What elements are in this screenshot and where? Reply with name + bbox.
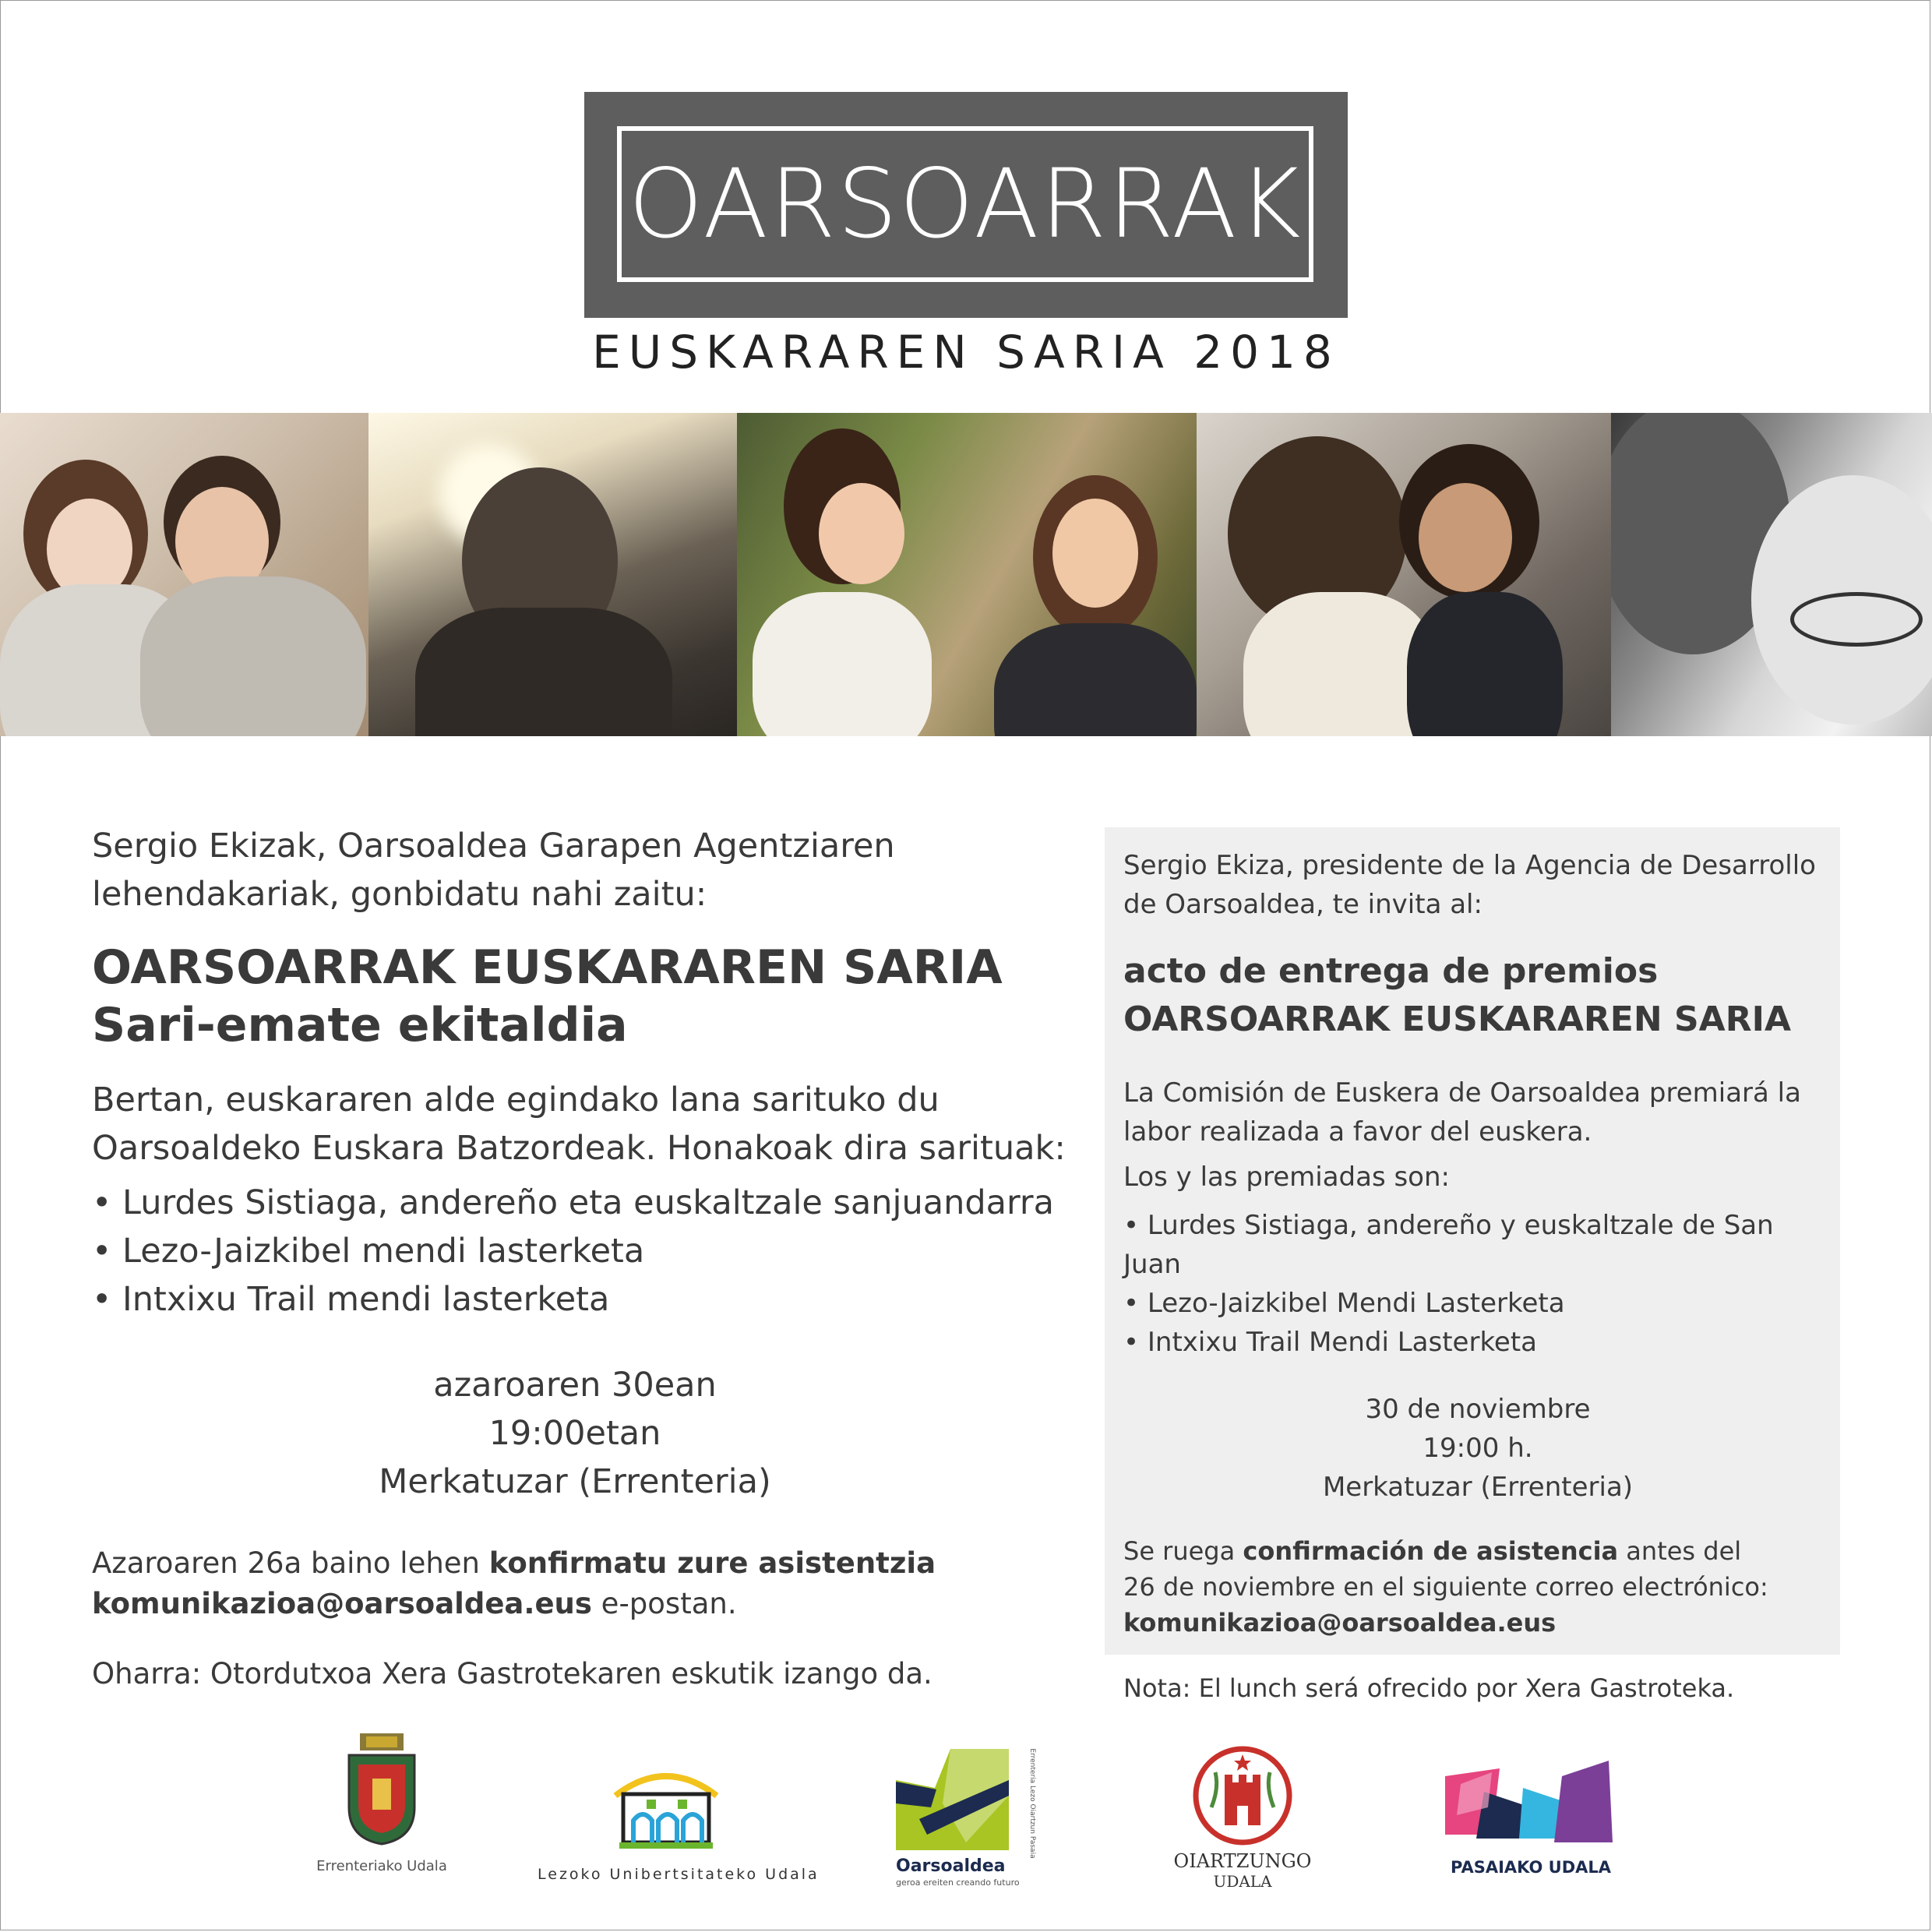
event-details bbox=[1123, 1390, 1832, 1507]
intro-text: Sergio Ekiza, presidente de la Agencia de Desarrollo de Oarsoaldea, te invita al: bbox=[1123, 850, 1816, 920]
errenteria-caption: Errenteriako Udala bbox=[316, 1858, 447, 1874]
photo-woman-and-child bbox=[1197, 413, 1611, 736]
oiartzun-tower-icon bbox=[1192, 1745, 1293, 1849]
awardees-list bbox=[92, 1179, 1074, 1324]
sponsor-logos bbox=[0, 1726, 1932, 1897]
photo-friends-laughing bbox=[737, 413, 1197, 736]
rsvp-email-link[interactable]: komunikazioa@oarsoaldea.eus bbox=[92, 1587, 592, 1620]
photo-person-sunset bbox=[368, 413, 737, 736]
intro-text: Sergio Ekizak, Oarsoaldea Garapen Agentziaren lehendakariak, gonbidatu nahi zaitu: bbox=[92, 827, 895, 914]
awardees-intro: Los y las premiadas son: bbox=[1123, 1162, 1450, 1193]
oiartzun-caption-2: UDALA bbox=[1213, 1872, 1272, 1891]
event-date: 30 de noviembre bbox=[1365, 1394, 1591, 1425]
event-date: azaroaren 30ean bbox=[433, 1366, 717, 1405]
invitation-spanish-panel bbox=[1105, 827, 1840, 1703]
oiartzun-caption-1: OIARTZUNGO bbox=[1173, 1850, 1312, 1872]
body-text: La Comisión de Euskera de Oarsoaldea premiará la labor realizada a favor del euskera. bbox=[1123, 1077, 1801, 1148]
note-text: Oharra: Otordutxoa Xera Gastrotekaren eskutik izango da. bbox=[92, 1657, 933, 1690]
logo-frame bbox=[617, 126, 1313, 282]
event-time: 19:00 h. bbox=[1423, 1433, 1533, 1464]
pasaia-caption: PASAIAKO UDALA bbox=[1450, 1858, 1612, 1877]
photo-elderly-couple bbox=[1611, 413, 1932, 736]
event-place: Merkatuzar (Errenteria) bbox=[1322, 1472, 1634, 1503]
event-title: OARSOARRAK EUSKARAREN SARIA Sari-emate ekitaldia bbox=[92, 940, 1003, 1052]
oarsoaldea-logo-icon bbox=[896, 1749, 1013, 1853]
list-item: • Lezo-Jaizkibel Mendi Lasterketa bbox=[1123, 1288, 1565, 1319]
body-text: Bertan, euskararen alde egindako lana sarituko du Oarsoaldeko Euskara Batzordeak. Honakoak dira sarituak: bbox=[92, 1081, 1066, 1168]
photo-strip bbox=[0, 413, 1932, 736]
event-subtitle: EUSKARAREN SARIA 2018 bbox=[592, 326, 1340, 379]
pasaia-logo-icon bbox=[1445, 1761, 1616, 1853]
note-text: Nota: El lunch será ofrecido por Xera Gastroteka. bbox=[1123, 1673, 1735, 1703]
event-details bbox=[92, 1361, 1058, 1506]
oarsoarrak-logo bbox=[584, 92, 1348, 318]
list-item: • Lurdes Sistiaga, andereño y euskaltzale de San Juan bbox=[1123, 1210, 1774, 1280]
oarsoaldea-caption: Oarsoaldea bbox=[896, 1856, 1006, 1876]
logo-text: OARSOARRAK bbox=[628, 149, 1303, 259]
rsvp-text: Azaroaren 26a baino lehen konfirmatu zure asistentzia komunikazioa@oarsoaldea.eus e-postan. bbox=[92, 1546, 936, 1620]
list-item: • Lurdes Sistiaga, andereño eta euskaltzale sanjuandarra bbox=[92, 1183, 1054, 1222]
awardees-list bbox=[1123, 1206, 1832, 1362]
list-item: • Intxixu Trail mendi lasterketa bbox=[92, 1280, 610, 1319]
event-title: acto de entrega de premios OARSOARRAK EUSKARAREN SARIA bbox=[1123, 951, 1792, 1039]
invitation-basque bbox=[92, 822, 1074, 1694]
event-time: 19:00etan bbox=[488, 1414, 661, 1453]
lezo-building-icon bbox=[612, 1765, 721, 1853]
rsvp-email-link[interactable]: komunikazioa@oarsoaldea.eus bbox=[1123, 1608, 1557, 1638]
event-place: Merkatuzar (Errenteria) bbox=[379, 1462, 771, 1501]
list-item: • Lezo-Jaizkibel mendi lasterketa bbox=[92, 1232, 645, 1271]
lezo-caption: Lezoko Unibertsitateko Udala bbox=[538, 1866, 820, 1883]
oarsoaldea-tagline: geroa ereiten creando futuro bbox=[896, 1877, 1020, 1888]
oarsoaldea-side-text: Errenteria Lezo Oiartzun Pasaia bbox=[1028, 1748, 1036, 1859]
photo-couple-laughing bbox=[0, 413, 368, 736]
list-item: • Intxixu Trail Mendi Lasterketa bbox=[1123, 1327, 1538, 1358]
rsvp-text: Se ruega confirmación de asistencia antes del 26 de noviembre en el siguiente correo electrónico: komunikazioa@oarsoaldea.eus bbox=[1123, 1536, 1768, 1638]
errenteria-coat-of-arms-icon bbox=[343, 1733, 421, 1849]
